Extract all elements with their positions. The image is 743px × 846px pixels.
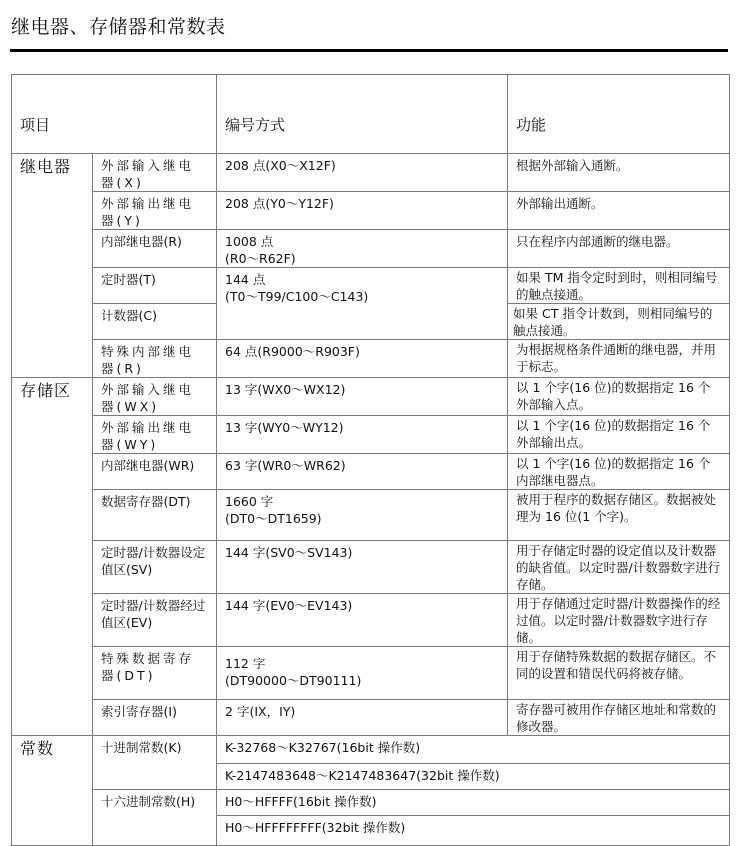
row-function: 如果 CT 指令计数到，则相同编号的触点接通。 xyxy=(508,304,730,340)
title-underline xyxy=(10,49,728,52)
row-name: 定时器(T) xyxy=(93,268,217,304)
row-name: 索引寄存器(I) xyxy=(93,700,217,736)
row-name: 特殊数据寄存器(DT) xyxy=(93,647,217,700)
row-numbering: 1008 点 (R0～R62F) xyxy=(217,230,508,268)
row-numbering: 208 点(X0～X12F) xyxy=(217,154,508,192)
row-name: 外部输入继电器(WX) xyxy=(93,378,217,416)
row-function: 根据外部输入通断。 xyxy=(508,154,730,192)
row-numbering: 2 字(IX，IY) xyxy=(217,700,508,736)
row-range: K-32768～K32767(16bit 操作数) xyxy=(217,736,730,764)
table-row xyxy=(12,490,730,541)
header-function: 功能 xyxy=(508,75,730,154)
row-function: 外部输出通断。 xyxy=(508,192,730,230)
row-numbering: 1660 字 (DT0～DT1659) xyxy=(217,490,508,541)
row-name: 外部输入继电器(X) xyxy=(93,154,217,192)
row-function: 用于存储特殊数据的数据存储区。不同的设置和错误代码将被存储。 xyxy=(508,647,730,700)
table-row xyxy=(12,736,730,764)
row-function: 用于存储通过定时器/计数器操作的经过值。以定时器/计数器数字进行存储。 xyxy=(508,594,730,647)
table-row xyxy=(12,700,730,736)
page-title: 继电器、存储器和常数表 xyxy=(11,16,226,38)
table-header-row xyxy=(12,75,730,154)
row-function: 以 1 个字(16 位)的数据指定 16 个内部继电器点。 xyxy=(508,454,730,490)
row-numbering: 13 字(WY0～WY12) xyxy=(217,416,508,454)
row-name: 十进制常数(K) xyxy=(93,736,217,790)
relay-memory-constant-table xyxy=(11,74,730,846)
table-row xyxy=(12,340,730,378)
row-range: H0～HFFFFFFFF(32bit 操作数) xyxy=(217,816,730,846)
table-row xyxy=(12,192,730,230)
table-row xyxy=(12,594,730,647)
row-function: 只在程序内部通断的继电器。 xyxy=(508,230,730,268)
row-name: 内部继电器(R) xyxy=(93,230,217,268)
group-storage: 存储区 xyxy=(12,378,93,736)
row-numbering: 144 字(SV0～SV143) xyxy=(217,541,508,594)
group-constant: 常数 xyxy=(12,736,93,846)
row-name: 外部输出继电器(Y) xyxy=(93,192,217,230)
group-relay: 继电器 xyxy=(12,154,93,378)
table-row xyxy=(12,454,730,490)
table-row xyxy=(12,154,730,192)
row-numbering: 64 点(R9000～R903F) xyxy=(217,340,508,378)
row-range: H0～HFFFF(16bit 操作数) xyxy=(217,790,730,816)
row-name: 特殊内部继电器(R) xyxy=(93,340,217,378)
table-row xyxy=(12,647,730,700)
row-name: 十六进制常数(H) xyxy=(93,790,217,846)
row-function: 寄存器可被用作存储区地址和常数的修改器。 xyxy=(508,700,730,736)
row-name: 外部输出继电器(WY) xyxy=(93,416,217,454)
row-numbering: 208 点(Y0～Y12F) xyxy=(217,192,508,230)
row-numbering: 63 字(WR0～WR62) xyxy=(217,454,508,490)
row-numbering: 112 字 (DT90000～DT90111) xyxy=(217,647,508,700)
table-row xyxy=(12,268,730,304)
table-row xyxy=(12,378,730,416)
row-numbering: 144 点 (T0～T99/C100～C143) xyxy=(217,268,508,340)
row-name: 计数器(C) xyxy=(93,304,217,340)
row-range: K-2147483648～K2147483647(32bit 操作数) xyxy=(217,764,730,790)
header-numbering: 编号方式 xyxy=(217,75,508,154)
row-function: 如果 TM 指令定时到时，则相同编号的触点接通。 xyxy=(508,268,730,304)
row-function: 用于存储定时器的设定值以及计数器的缺省值。以定时器/计数器数字进行存储。 xyxy=(508,541,730,594)
row-function: 被用于程序的数据存储区。数据被处理为 16 位(1 个字)。 xyxy=(508,490,730,541)
row-name: 内部继电器(WR) xyxy=(93,454,217,490)
table-row xyxy=(12,416,730,454)
row-function: 以 1 个字(16 位)的数据指定 16 个外部输入点。 xyxy=(508,378,730,416)
row-function: 以 1 个字(16 位)的数据指定 16 个外部输出点。 xyxy=(508,416,730,454)
row-function: 为根据规格条件通断的继电器，并用于标志。 xyxy=(508,340,730,378)
header-item: 项目 xyxy=(12,75,217,154)
table-row xyxy=(12,230,730,268)
row-numbering: 13 字(WX0～WX12) xyxy=(217,378,508,416)
table-row xyxy=(12,541,730,594)
row-numbering: 144 字(EV0～EV143) xyxy=(217,594,508,647)
row-name: 定时器/计数器经过值区(EV) xyxy=(93,594,217,647)
row-name: 定时器/计数器设定值区(SV) xyxy=(93,541,217,594)
table-row xyxy=(12,790,730,816)
row-name: 数据寄存器(DT) xyxy=(93,490,217,541)
